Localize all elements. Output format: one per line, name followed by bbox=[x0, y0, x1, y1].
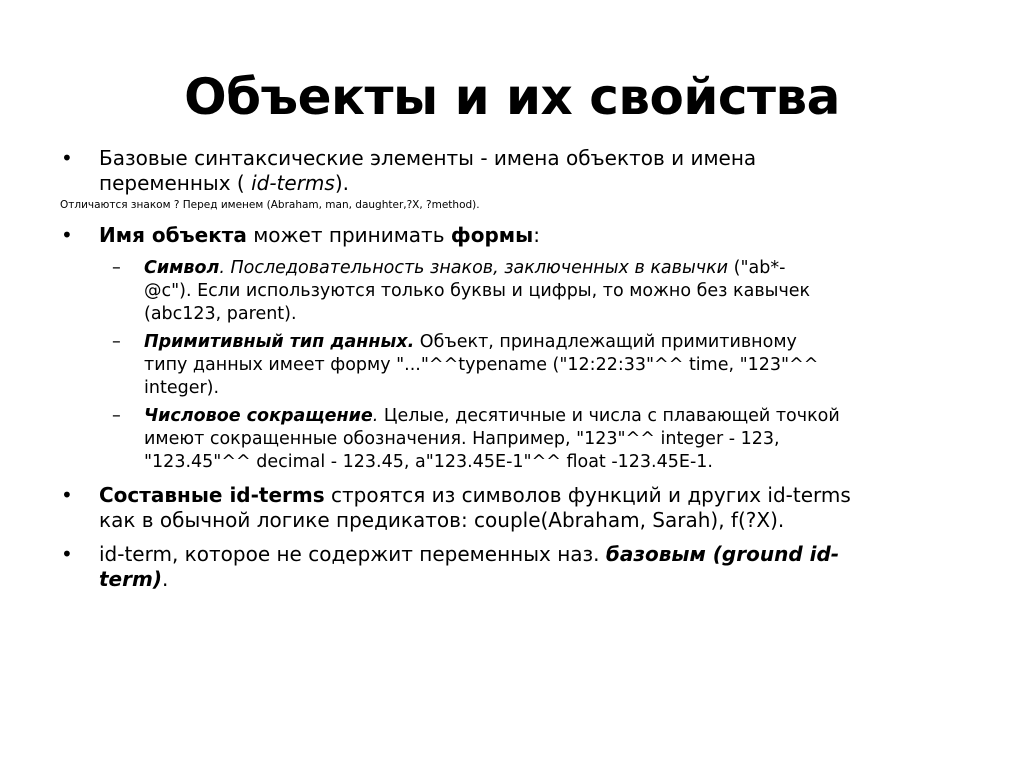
bullet-icon: • bbox=[61, 483, 73, 507]
dash-icon: – bbox=[112, 332, 121, 352]
bullet-text-line: . bbox=[161, 567, 169, 591]
bullet-item-object-name bbox=[60, 223, 960, 248]
bullet-text-line: id-term, которое не содержит переменных наз. bbox=[99, 542, 606, 566]
bullet-item-compound-id-terms bbox=[60, 483, 960, 533]
sub-text-line: (abc123, parent). bbox=[144, 304, 297, 324]
bullet-text-line: Базовые синтаксические элементы - имена объектов и имена bbox=[99, 146, 757, 170]
bullet-text-line: : bbox=[533, 223, 540, 247]
slide-title: Объекты и их свойства bbox=[184, 68, 840, 126]
bold-text: формы bbox=[450, 223, 534, 247]
sub-text-line: ("ab*- bbox=[728, 258, 786, 278]
bullet-text-line: переменных ( bbox=[99, 171, 252, 195]
bullet-icon: • bbox=[61, 542, 73, 566]
bold-text: Составные id-terms bbox=[99, 483, 325, 507]
emphasis-text: . Последовательность знаков, заключенных в кавычки bbox=[219, 258, 729, 278]
sub-text-line: Целые, десятичные и числа с плавающей точкой bbox=[378, 406, 840, 426]
bold-italic-text: Символ bbox=[144, 258, 220, 278]
bullet-icon: • bbox=[61, 146, 73, 170]
sub-text-line: integer). bbox=[144, 378, 220, 398]
bold-italic-text: Примитивный тип данных. bbox=[144, 332, 415, 352]
bullet-text-line: строятся из символов функций и других id-terms bbox=[324, 483, 851, 507]
sub-text-line: "123.45"^^ decimal - 123.45, a"123.45E-1"^^ float -123.45E-1. bbox=[144, 452, 713, 472]
bullet-text-line: может принимать bbox=[246, 223, 451, 247]
bullet-item-basic-elements bbox=[60, 146, 960, 196]
bold-text: Имя объекта bbox=[99, 223, 247, 247]
emphasis-text: . bbox=[372, 406, 379, 426]
sub-text-line: Объект, принадлежащий примитивному bbox=[414, 332, 797, 352]
sub-text-line: имеют сокращенные обозначения. Например, "123"^^ integer - 123, bbox=[144, 429, 780, 449]
bullet-text-line: как в обычной логике предикатов: couple(Abraham, Sarah), f(?X). bbox=[99, 508, 785, 532]
slide-body bbox=[60, 146, 960, 601]
dash-icon: – bbox=[112, 258, 121, 278]
sub-item-symbol bbox=[60, 257, 960, 326]
sub-text-line: @c"). Если используются только буквы и цифры, то можно без кавычек bbox=[144, 281, 811, 301]
bold-italic-text: базовым (ground id- bbox=[605, 542, 840, 566]
bullet-icon: • bbox=[61, 223, 73, 247]
emphasis-text: id-terms bbox=[251, 171, 335, 195]
sub-item-numeric-abbreviation bbox=[60, 405, 960, 474]
dash-icon: – bbox=[112, 406, 121, 426]
bold-italic-text: Числовое сокращение bbox=[144, 406, 373, 426]
bold-italic-text: term) bbox=[99, 567, 162, 591]
bullet-item-ground-id-term bbox=[60, 542, 960, 592]
bullet-text-line: ). bbox=[334, 171, 349, 195]
sub-item-primitive-type bbox=[60, 331, 960, 400]
sub-text-line: типу данных имеет форму "..."^^typename ("12:22:33"^^ time, "123"^^ bbox=[144, 355, 819, 375]
footnote-text: Отличаются знаком ? Перед именем (Abraham, man, daughter,?X, ?method). bbox=[60, 199, 480, 211]
